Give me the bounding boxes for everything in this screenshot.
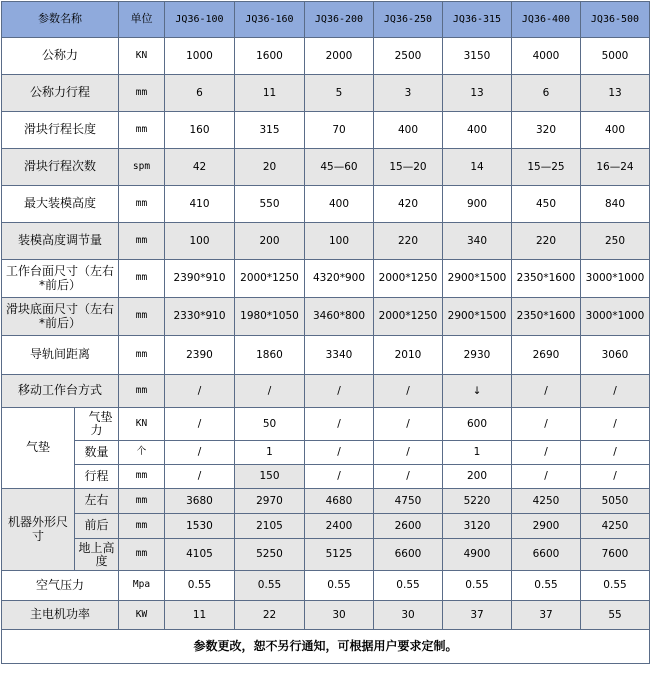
cell-value: 2600 [374, 514, 443, 539]
row-label: 最大装模高度 [2, 186, 119, 223]
cell-value: 2900*1500 [443, 260, 512, 298]
cell-value: 220 [512, 223, 581, 260]
cell-value: 11 [165, 601, 235, 630]
row-label: 导轨间距离 [2, 336, 119, 375]
group-label-cushion: 气垫 [2, 408, 75, 489]
cell-value: 70 [305, 112, 374, 149]
row-label-line: *前后） [38, 277, 81, 292]
sub-label: 行程 [75, 465, 119, 489]
cell-value: 15—25 [512, 149, 581, 186]
row-unit: mm [119, 539, 165, 571]
cell-value: / [581, 408, 650, 441]
row-force-stroke [2, 75, 650, 112]
cell-value: 5050 [581, 489, 650, 514]
cell-value: / [581, 441, 650, 465]
cell-value: / [165, 408, 235, 441]
cell-value: 3120 [443, 514, 512, 539]
cell-value: 1600 [235, 38, 305, 75]
cell-value: 250 [581, 223, 650, 260]
cell-value: / [165, 465, 235, 489]
cell-value: 1980*1050 [235, 298, 305, 336]
header-row [2, 2, 650, 38]
cell-value: 5125 [305, 539, 374, 571]
cell-value: 2350*1600 [512, 298, 581, 336]
cell-value: 2350*1600 [512, 260, 581, 298]
cell-value: 220 [374, 223, 443, 260]
cell-value: 4250 [581, 514, 650, 539]
row-label [2, 298, 119, 336]
row-unit: KN [119, 408, 165, 441]
row-unit: mm [119, 514, 165, 539]
row-unit: mm [119, 75, 165, 112]
cell-value: 0.55 [235, 571, 305, 601]
cell-value: 3460*800 [305, 298, 374, 336]
sub-label: 前后 [75, 514, 119, 539]
cell-value: 5220 [443, 489, 512, 514]
cell-value: / [374, 441, 443, 465]
sub-label-line: 度 [95, 553, 108, 568]
header-model: JQ36-160 [235, 2, 305, 38]
cell-value: / [512, 441, 581, 465]
row-unit: mm [119, 260, 165, 298]
cell-value: / [374, 408, 443, 441]
cell-value: 4680 [305, 489, 374, 514]
cell-value: 420 [374, 186, 443, 223]
cell-value: 400 [305, 186, 374, 223]
cell-value: 2000*1250 [374, 298, 443, 336]
sub-label: 左右 [75, 489, 119, 514]
cell-value: 13 [443, 75, 512, 112]
cell-value: / [235, 375, 305, 408]
cell-value: 6 [165, 75, 235, 112]
cell-value: 600 [443, 408, 512, 441]
cell-value: 150 [235, 465, 305, 489]
sub-label: 数量 [75, 441, 119, 465]
row-label: 滑块行程长度 [2, 112, 119, 149]
row-label: 公称力行程 [2, 75, 119, 112]
cell-value: / [305, 441, 374, 465]
row-motor-power [2, 601, 650, 630]
row-label: 空气压力 [2, 571, 119, 601]
row-unit: Mpa [119, 571, 165, 601]
cell-value: 0.55 [374, 571, 443, 601]
row-guide-distance [2, 336, 650, 375]
row-label: 滑块行程次数 [2, 149, 119, 186]
row-unit: mm [119, 375, 165, 408]
row-slide-stroke [2, 112, 650, 149]
cell-value: 2390*910 [165, 260, 235, 298]
header-model: JQ36-400 [512, 2, 581, 38]
cell-value: 400 [581, 112, 650, 149]
cell-value: 1 [443, 441, 512, 465]
cell-value: 550 [235, 186, 305, 223]
row-unit: mm [119, 336, 165, 375]
cell-value: 55 [581, 601, 650, 630]
spec-table [1, 1, 650, 664]
cell-value: 340 [443, 223, 512, 260]
cell-value: / [305, 408, 374, 441]
cell-value: 3 [374, 75, 443, 112]
cell-value: 15—20 [374, 149, 443, 186]
row-unit: mm [119, 186, 165, 223]
cell-value: 4320*900 [305, 260, 374, 298]
cell-value: 100 [305, 223, 374, 260]
header-model: JQ36-100 [165, 2, 235, 38]
group-label-line: 机器外形尺 [7, 515, 68, 530]
row-label: 移动工作台方式 [2, 375, 119, 408]
cell-value: 2900*1500 [443, 298, 512, 336]
cell-value: 37 [443, 601, 512, 630]
row-dims-fb [2, 514, 650, 539]
row-force [2, 38, 650, 75]
cell-value: 2330*910 [165, 298, 235, 336]
row-unit: mm [119, 112, 165, 149]
cell-value: 42 [165, 149, 235, 186]
footer-row [2, 630, 650, 664]
row-die-adjust [2, 223, 650, 260]
cell-value: 1000 [165, 38, 235, 75]
cell-value: 6600 [512, 539, 581, 571]
cell-value: 37 [512, 601, 581, 630]
header-model: JQ36-315 [443, 2, 512, 38]
cell-value: 0.55 [443, 571, 512, 601]
cell-value: / [305, 465, 374, 489]
cell-value: 45—60 [305, 149, 374, 186]
cell-value: / [165, 441, 235, 465]
header-model: JQ36-200 [305, 2, 374, 38]
row-label-line: 滑块底面尺寸（左右 [5, 302, 114, 317]
cell-value: 5 [305, 75, 374, 112]
cell-value: 6 [512, 75, 581, 112]
row-dims-lr [2, 489, 650, 514]
row-unit: spm [119, 149, 165, 186]
row-moving-table [2, 375, 650, 408]
cell-value: 1530 [165, 514, 235, 539]
row-unit: mm [119, 489, 165, 514]
row-label-line: *前后） [38, 315, 81, 330]
row-cushion-stroke [2, 465, 650, 489]
cell-value: 4900 [443, 539, 512, 571]
cell-value: 400 [374, 112, 443, 149]
row-label: 主电机功率 [2, 601, 119, 630]
row-label: 公称力 [2, 38, 119, 75]
cell-value: 900 [443, 186, 512, 223]
cell-value: 2900 [512, 514, 581, 539]
row-unit: 个 [119, 441, 165, 465]
cell-value: 2000*1250 [374, 260, 443, 298]
cell-value: 1860 [235, 336, 305, 375]
cell-value: / [581, 375, 650, 408]
row-cushion-force [2, 408, 650, 441]
header-unit: 单位 [119, 2, 165, 38]
sub-label [75, 408, 119, 441]
cell-value: 30 [374, 601, 443, 630]
cell-value: 6600 [374, 539, 443, 571]
header-model: JQ36-500 [581, 2, 650, 38]
cell-value: 3680 [165, 489, 235, 514]
cell-value: / [374, 375, 443, 408]
cell-value: 20 [235, 149, 305, 186]
cell-value: 0.55 [581, 571, 650, 601]
group-label-dims [2, 489, 75, 571]
sub-label [75, 539, 119, 571]
cell-value: 0.55 [165, 571, 235, 601]
cell-value: 11 [235, 75, 305, 112]
cell-value: / [581, 465, 650, 489]
cell-value: / [374, 465, 443, 489]
cell-value: 2970 [235, 489, 305, 514]
header-model: JQ36-250 [374, 2, 443, 38]
cell-value: 14 [443, 149, 512, 186]
cell-value: 450 [512, 186, 581, 223]
cell-value: 200 [443, 465, 512, 489]
cell-value: / [305, 375, 374, 408]
cell-value: 315 [235, 112, 305, 149]
cell-value: 320 [512, 112, 581, 149]
cell-value: 50 [235, 408, 305, 441]
row-unit: KW [119, 601, 165, 630]
row-stroke-count [2, 149, 650, 186]
header-name: 参数名称 [2, 2, 119, 38]
cell-value: 16—24 [581, 149, 650, 186]
cell-value: 840 [581, 186, 650, 223]
cell-value: 0.55 [305, 571, 374, 601]
row-label [2, 260, 119, 298]
cell-value: 13 [581, 75, 650, 112]
cell-value: 2400 [305, 514, 374, 539]
row-label: 装模高度调节量 [2, 223, 119, 260]
row-unit: mm [119, 223, 165, 260]
cell-value: 100 [165, 223, 235, 260]
row-cushion-count [2, 441, 650, 465]
sub-label-line: 力 [90, 423, 103, 437]
cell-value: 30 [305, 601, 374, 630]
row-dims-height [2, 539, 650, 571]
cell-value: 410 [165, 186, 235, 223]
cell-value: 1 [235, 441, 305, 465]
cell-value: 3060 [581, 336, 650, 375]
row-unit: mm [119, 298, 165, 336]
row-air-pressure [2, 571, 650, 601]
cell-value: 2000 [305, 38, 374, 75]
row-slide-size [2, 298, 650, 336]
cell-value: 400 [443, 112, 512, 149]
cell-value: / [165, 375, 235, 408]
row-label-line: 工作台面尺寸（左右 [5, 264, 114, 279]
cell-value: 3340 [305, 336, 374, 375]
cell-value: 2105 [235, 514, 305, 539]
cell-value: / [512, 465, 581, 489]
sub-label-line: 气垫 [88, 410, 113, 425]
cell-value: / [512, 375, 581, 408]
cell-value: 7600 [581, 539, 650, 571]
row-max-die-height [2, 186, 650, 223]
cell-value: 3000*1000 [581, 260, 650, 298]
cell-value: 3150 [443, 38, 512, 75]
cell-value: 4105 [165, 539, 235, 571]
footer-note: 参数更改，恕不另行通知，可根据用户要求定制。 [2, 630, 650, 664]
row-table-size [2, 260, 650, 298]
row-unit: mm [119, 465, 165, 489]
cell-value: 2690 [512, 336, 581, 375]
cell-value: 22 [235, 601, 305, 630]
cell-value: 2000*1250 [235, 260, 305, 298]
cell-value: 5000 [581, 38, 650, 75]
down-arrow-icon: ↓ [443, 375, 512, 408]
cell-value: 5250 [235, 539, 305, 571]
cell-value: 4750 [374, 489, 443, 514]
group-label-line: 寸 [31, 528, 44, 543]
cell-value: 200 [235, 223, 305, 260]
cell-value: 160 [165, 112, 235, 149]
cell-value: 2930 [443, 336, 512, 375]
cell-value: 4000 [512, 38, 581, 75]
cell-value: 0.55 [512, 571, 581, 601]
cell-value: / [512, 408, 581, 441]
cell-value: 2500 [374, 38, 443, 75]
cell-value: 2390 [165, 336, 235, 375]
row-unit: KN [119, 38, 165, 75]
cell-value: 2010 [374, 336, 443, 375]
cell-value: 4250 [512, 489, 581, 514]
cell-value: 3000*1000 [581, 298, 650, 336]
sub-label-line: 地上高 [78, 540, 115, 555]
